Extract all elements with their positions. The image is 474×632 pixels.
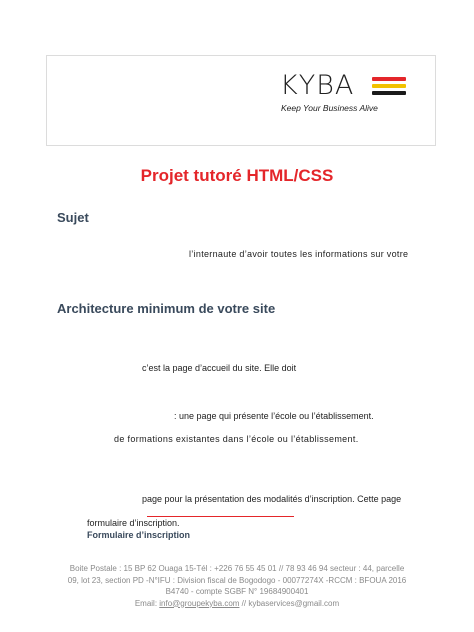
header-box bbox=[46, 55, 436, 146]
red-underline bbox=[147, 516, 294, 517]
email-link[interactable]: info@groupekyba.com bbox=[159, 598, 240, 608]
logo-bar-red bbox=[372, 77, 406, 81]
logo-bars bbox=[372, 77, 406, 95]
footer bbox=[0, 563, 474, 609]
architecture-heading: Architecture minimum de votre site bbox=[57, 301, 276, 316]
footer-email-line bbox=[0, 598, 474, 610]
logo-bar-black bbox=[372, 91, 406, 95]
footer-line-3: B4740 - compte SGBF N° 19684900401 bbox=[165, 587, 309, 596]
logo-bar-yellow bbox=[372, 84, 406, 88]
footer-line-1: Boite Postale : 15 BP 62 Ouaga 15-Tél : +226 76 55 45 01 // 78 93 46 94 secteur : 44, parcelle bbox=[69, 564, 405, 573]
logo-text: KYBA bbox=[280, 70, 355, 101]
kyba-logo bbox=[280, 70, 420, 116]
email-prefix: Email: bbox=[134, 598, 160, 608]
logo-tagline: Keep Your Business Alive bbox=[281, 103, 378, 113]
sujet-heading: Sujet bbox=[57, 210, 89, 225]
line-formations: de formations existantes dans l’école ou l’établissement. bbox=[114, 434, 359, 444]
line-presentation: : une page qui présente l’école ou l’établissement. bbox=[174, 411, 374, 421]
footer-line-2: 09, lot 23, section PD -N°IFU : Division fiscal de Bogodogo - 00077274X -RCCM : BFOUA 2016 bbox=[67, 575, 407, 585]
email-suffix: // kybaservices@gmail.com bbox=[239, 598, 340, 608]
document-title: Projet tutoré HTML/CSS bbox=[140, 166, 334, 185]
line-accueil: c’est la page d’accueil du site. Elle doit bbox=[142, 363, 297, 373]
sujet-text: l’internaute d’avoir toutes les informations sur votre bbox=[189, 249, 409, 259]
formulaire-label: Formulaire d’inscription bbox=[87, 530, 191, 540]
line-formulaire: formulaire d’inscription. bbox=[87, 518, 180, 528]
line-inscription: page pour la présentation des modalités d’inscription. Cette page bbox=[142, 494, 402, 504]
